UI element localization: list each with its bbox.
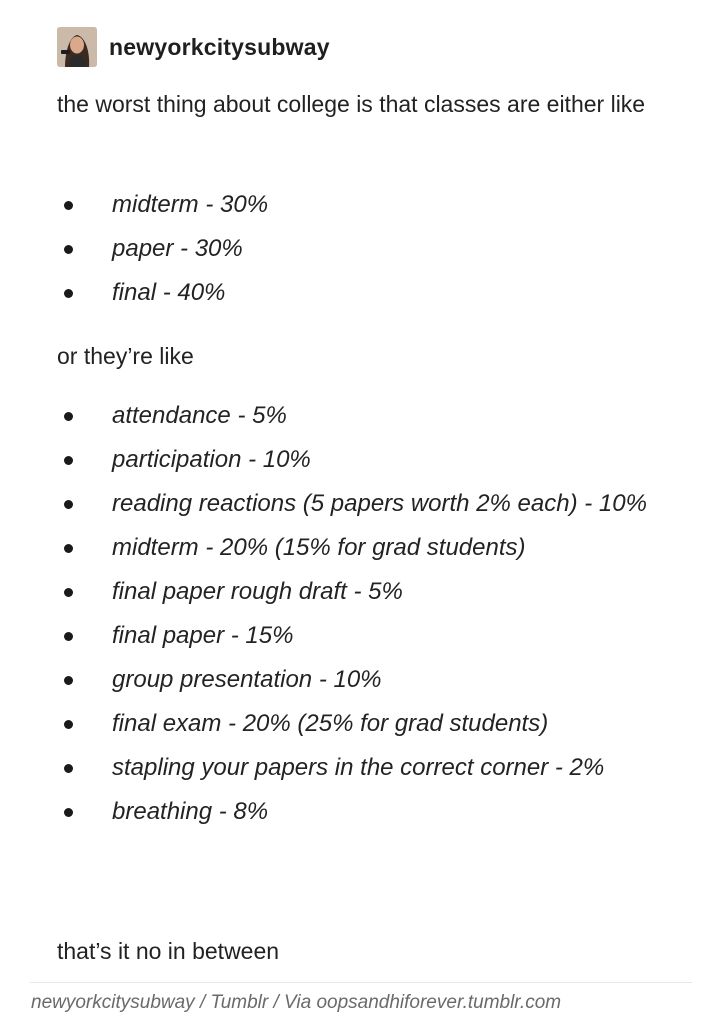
bullet-icon <box>64 588 73 597</box>
list-item <box>0 440 722 480</box>
list-item <box>0 185 722 225</box>
list-item-text: final paper - 15% <box>112 622 294 649</box>
post-intro-text: the worst thing about college is that classes are either like <box>57 91 646 117</box>
bullet-icon <box>64 544 73 553</box>
bullet-icon <box>64 808 73 817</box>
list-item-text: attendance - 5% <box>112 402 287 429</box>
bullet-icon <box>64 201 73 210</box>
bullet-icon <box>64 720 73 729</box>
post-middle-text: or they’re like <box>57 343 194 369</box>
list-item-text: stapling your papers in the correct corner - 2% <box>112 754 605 781</box>
list-item <box>0 528 722 568</box>
list-item <box>0 572 722 612</box>
post-header <box>57 27 330 67</box>
list-item-text: reading reactions (5 papers worth 2% each) - 10% <box>112 490 647 517</box>
grade-list-simple <box>0 185 722 317</box>
list-item-text: paper - 30% <box>112 235 243 262</box>
list-item-text: group presentation - 10% <box>112 666 382 693</box>
post-outro-text: that’s it no in between <box>57 938 280 964</box>
list-item <box>0 229 722 269</box>
list-item-text: breathing - 8% <box>112 798 269 825</box>
bullet-icon <box>64 676 73 685</box>
image-credit: newyorkcitysubway / Tumblr / Via oopsandhiforever.tumblr.com <box>31 992 562 1013</box>
bullet-icon <box>64 456 73 465</box>
bullet-icon <box>64 632 73 641</box>
bullet-icon <box>64 764 73 773</box>
username[interactable]: newyorkcitysubway <box>109 33 330 60</box>
list-item <box>0 616 722 656</box>
bullet-icon <box>64 245 73 254</box>
list-item <box>0 660 722 700</box>
bullet-icon <box>64 412 73 421</box>
list-item-text: final exam - 20% (25% for grad students) <box>112 710 549 737</box>
list-item-text: midterm - 20% (15% for grad students) <box>112 534 526 561</box>
avatar[interactable] <box>57 27 97 67</box>
list-item-text: participation - 10% <box>112 446 311 473</box>
list-item-text: midterm - 30% <box>112 191 269 218</box>
list-item <box>0 792 722 832</box>
bullet-icon <box>64 500 73 509</box>
list-item <box>0 748 722 788</box>
bullet-icon <box>64 289 73 298</box>
divider <box>30 982 692 983</box>
list-item-text: final paper rough draft - 5% <box>112 578 403 605</box>
list-item <box>0 484 722 524</box>
avatar-icon <box>57 27 97 67</box>
list-item <box>0 396 722 436</box>
list-item-text: final - 40% <box>112 279 226 306</box>
grade-list-detailed <box>0 396 722 836</box>
list-item <box>0 704 722 744</box>
list-item <box>0 273 722 313</box>
